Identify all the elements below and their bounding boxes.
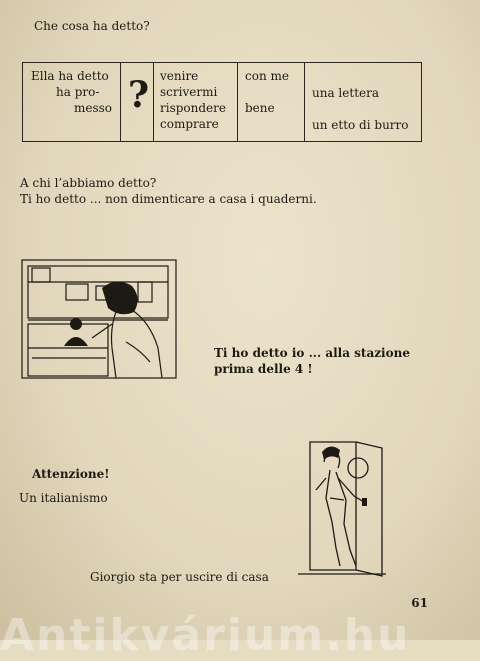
station-illustration [20, 258, 180, 382]
heading-question: Che cosa ha detto? [34, 19, 150, 33]
table-cell-complement: bene [245, 101, 275, 115]
table-cell-verb: venire [160, 69, 199, 83]
table-cell-complement: con me [245, 69, 289, 83]
page-number: 61 [411, 596, 428, 610]
question-text: A chi l’abbiamo detto? [20, 176, 157, 190]
caption-station: Ti ho detto io ... alla stazione [214, 346, 410, 360]
table-cell-subject: messo [74, 101, 113, 115]
giorgio-illustration [296, 438, 388, 580]
table-cell-object: una lettera [312, 86, 380, 100]
table-cell-verb: scrivermi [160, 85, 218, 99]
table-divider [304, 63, 305, 141]
grammar-table [22, 62, 422, 142]
answer-text: Ti ho detto ... non dimenticare a casa i quaderni. [20, 192, 317, 206]
caption-giorgio: Giorgio sta per uscire di casa [90, 570, 269, 584]
question-mark: ? [128, 74, 150, 116]
attention-text: Un italianismo [19, 491, 108, 505]
table-cell-verb: rispondere [160, 101, 226, 115]
caption-station: prima delle 4 ! [214, 362, 313, 376]
table-cell-subject: Ella ha detto [31, 69, 109, 83]
table-cell-verb: comprare [160, 117, 219, 131]
table-divider [120, 63, 121, 141]
table-divider [237, 63, 238, 141]
attention-title: Attenzione! [32, 467, 110, 481]
table-cell-object: un etto di burro [312, 118, 409, 132]
table-cell-subject: ha pro- [56, 85, 100, 99]
watermark: Antikvárium.hu [0, 610, 411, 661]
table-divider [153, 63, 154, 141]
